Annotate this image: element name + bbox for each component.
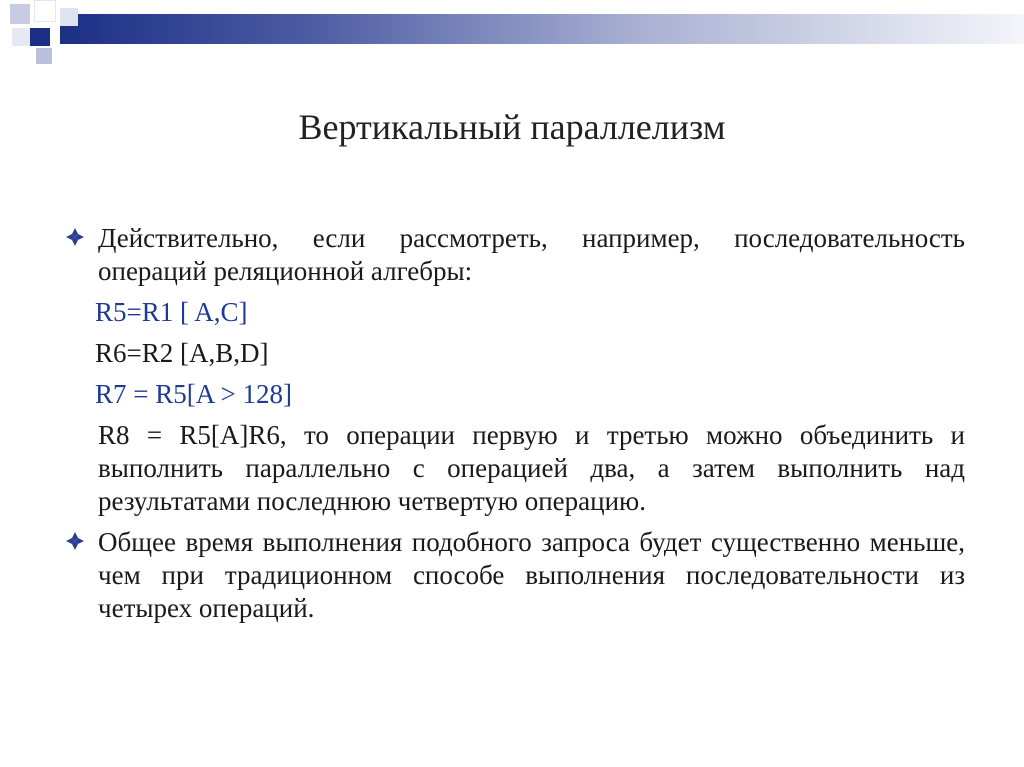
diamond-bullet-icon [64, 530, 86, 552]
header-square-4 [30, 28, 50, 46]
header-square-1 [10, 4, 30, 24]
bullet-paragraph-2 [60, 526, 965, 625]
bullet-paragraph-1 [60, 222, 965, 288]
header-square-3 [12, 28, 30, 46]
slide-content [60, 222, 965, 625]
slide-title: Вертикальный параллелизм [298, 107, 726, 147]
r8-paragraph: R8 = R5[A]R6, то операции первую и третью можно объединить и выполнить параллельно с операцией два, а затем выполнить над результатами последнюю четвертую операцию. [98, 420, 965, 516]
header-band [60, 14, 1024, 44]
formula-r7: R7 = R5[A > 128] [95, 379, 292, 409]
diamond-bullet-icon [64, 226, 86, 248]
header-square-6 [60, 8, 78, 26]
bullet-2-text: Общее время выполнения подобного запроса будет существенно меньше, чем при традиционном способе выполнения последовательности из четырех операций. [98, 527, 965, 623]
header-square-5 [36, 48, 52, 64]
bullet-1-text: Действительно, если рассмотреть, например, последовательность операций реляционной алгебры: [98, 223, 965, 286]
header-square-2 [34, 0, 56, 22]
formula-r6: R6=R2 [A,B,D] [95, 338, 269, 368]
formula-r5: R5=R1 [ A,C] [95, 297, 248, 327]
